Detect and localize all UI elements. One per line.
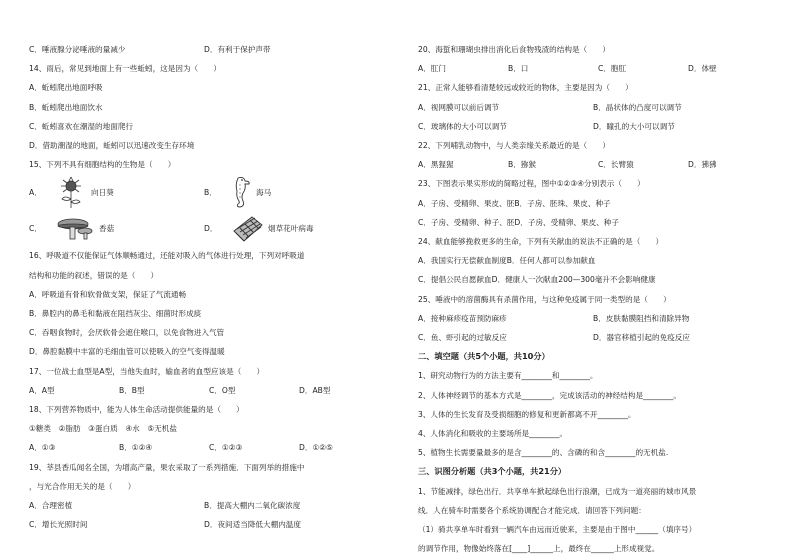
q22-option-c: C．长臂猿 [598,160,634,170]
q19-stem-2: ，与光合作用无关的是（ ） [29,481,136,491]
q15-option-d: D． 烟草花叶病毒 [204,213,379,243]
fill-blank-4: 4、人体消化和吸收的主要场所是________。 [418,429,568,439]
q21-stem: 21、正常人能够看清楚较远或较近的物体，主要是因为（ ） [418,83,633,93]
q17-stem: 17、一位战士血型是A型，当他失血时，输血者的血型应该是（ ） [29,366,265,376]
q23-stem: 23、下图表示果实形成的简略过程，图中①②③④分别表示（ ） [418,179,645,189]
q17-option-c: C．O型 [209,385,236,395]
q19-option-c: C．增长光照时间 [29,520,88,530]
q14-option-c: C．蚯蚓喜欢在潮湿的地面爬行 [29,121,134,131]
q25-option-d: D．器官移植引起的免疫反应 [593,333,690,343]
q19-option-a: A．合理密植 [29,501,73,511]
q15-option-c: C． 香菇 [29,214,204,242]
virus-label: 烟草花叶病毒 [268,223,314,233]
fill-blank-1: 1、研究动物行为的方法主要有________和________。 [418,371,598,381]
q22-stem: 22、下列哺乳动物中，与人类亲缘关系最近的是（ ） [418,141,610,151]
q20-option-d: D．体壁 [688,64,717,74]
q20-option-b: B．口 [508,64,529,74]
q22-option-d: D．狒狒 [688,160,717,170]
fill-blank-5: 5、植物生长需要量最多的是含________的、含磷的和含________的无机盐. [418,448,669,458]
q21-options-cd [418,117,778,136]
mushroom-label: 香菇 [99,223,115,233]
q16-option-c: C．吞咽食物时，会厌软骨会遮住喉口，以免食物进入气管 [29,328,225,338]
q13-option-d: D．有利于保护声带 [204,45,271,54]
q17-options [29,381,389,400]
q21-option-a: A．视网膜可以前后调节 [418,102,500,112]
q15-option-a: A． 向日葵 [29,175,204,209]
q16-option-a: A．呼吸道有骨和软骨做支架，保证了气流通畅 [29,289,187,299]
q15-picture-row-cd [29,210,389,246]
analysis-1-line-3: （1）骑共享单车时看到一辆汽车由远而近驶来，主要是由于图中______（填序号） [418,525,697,535]
q15-stem: 15、下列不具有细胞结构的生物是（ ） [29,160,176,170]
q14-option-b: B．蚯蚓爬出地面饮水 [29,102,103,112]
q25-options-ab [418,309,778,328]
q25-stem: 25、唾液中的溶菌酶具有杀菌作用，与这种免疫属于同一类型的是（ ） [418,294,671,304]
analysis-1-line-4: 的调节作用，物像始终落在[____]______上，最终在______上形成视觉。 [418,544,660,554]
q14-option-d: D．借助潮湿的地面，蚯蚓可以迅速改变生存环境 [29,141,195,151]
q17-option-d: D．AB型 [299,385,331,395]
sunflower-icon [55,175,87,209]
q25-option-b: B．皮肤黏膜阻挡和清除异物 [593,313,690,323]
q18-option-b: B．①②④ [119,443,153,453]
q14-stem: 14、雨后，常见到地面上有一些蚯蚓，这是因为（ ） [29,64,221,74]
section-figure-analysis-heading: 三、识图分析题（共3个小题，共21分） [418,466,567,477]
q18-options [29,438,389,457]
seahorse-label: 海马 [256,187,272,197]
q17-option-b: B．B型 [119,385,145,395]
left-column [29,40,389,534]
q19-option-d: D．夜间适当降低大棚内温度 [204,520,301,530]
q25-option-a: A．接种麻疹疫苗预防麻疹 [418,313,507,323]
sunflower-label: 向日葵 [91,187,114,197]
q20-options [418,59,778,78]
q19-option-b: B．提高大棚内二氧化碳浓度 [204,501,301,511]
q18-items: ①糖类 ②脂肪 ③蛋白质 ④水 ⑤无机盐 [29,424,177,434]
q15-option-b: B． 海马 [204,175,379,209]
q24-options-ab: A．我国实行无偿献血制度B．任何人都可以参加献血 [418,256,596,266]
q20-option-a: A．肛门 [418,64,446,74]
q22-options [418,155,778,174]
fill-blank-3: 3、人体的生长发育及受损细胞的修复和更新都离不开________。 [418,409,636,419]
q15-picture-row-ab [29,174,389,210]
q18-option-d: D．①②⑤ [299,443,333,453]
q25-option-c: C．鱼、虾引起的过敏反应 [418,333,507,343]
fill-blank-2: 2、人体神经调节的基本方式是________，完成该活动的神经结构是________。 [418,390,682,400]
mushroom-icon [55,214,95,242]
q18-stem: 18、下列营养物质中，能为人体生命活动提供能量的是（ ） [29,405,244,415]
q13-option-c: C．唾液腺分泌唾液的量减少 [29,45,126,54]
q23-options-ab: A．子房、受精卵、果皮、胚B．子房、胚珠、果皮、种子 [418,198,611,208]
q22-option-a: A．黑猩猩 [418,160,454,170]
q24-stem: 24、献血能够挽救更多的生命，下列有关献血的说法不正确的是（ ） [418,237,664,247]
virus-icon [230,213,264,243]
q23-options-cd: C．子房、受精卵、种子、胚D．子房、受精卵、果皮、种子 [418,217,619,227]
right-column [418,40,778,558]
q22-option-b: B．猕猴 [508,160,536,170]
analysis-1-line-1: 1、节能减排，绿色出行．共享单车掀起绿色出行浪潮，已成为一道亮丽的城市风景 [418,486,697,496]
seahorse-icon [230,175,252,209]
analysis-1-line-2: 线．人在骑车时需要各个系统协调配合才能完成．请回答下列问题： [418,505,646,515]
q14-option-a: A．蚯蚓爬出地面呼吸 [29,83,103,93]
q18-option-c: C．①②③ [209,443,243,453]
q13-options-cd [29,40,389,59]
q24-options-cd: C．提倡公民自愿献血D．健康人一次献血200—300毫升不会影响健康 [418,275,656,285]
q16-stem-2: 结构和功能的叙述，错误的是（ ） [29,270,159,280]
q19-options-cd [29,515,389,534]
q21-option-b: B．晶状体的凸度可以调节 [593,102,682,112]
q21-options-ab [418,98,778,117]
q16-stem-1: 16、呼吸道不仅能保证气体顺畅通过，还能对吸入的气体进行处理，下列对呼吸道 [29,251,305,261]
q19-options-ab [29,496,389,515]
q21-option-d: D．瞳孔的大小可以调节 [593,121,675,131]
q21-option-c: C．玻璃体的大小可以调节 [418,121,507,131]
q20-option-c: C．胞肛 [598,64,627,74]
q16-option-b: B．鼻腔内的鼻毛和黏液在阻挡灰尘、细菌时形成痰 [29,309,202,319]
q19-stem-1: 19、莘县香瓜闻名全国，为增高产量，果农采取了一系列措施．下面列举的措施中 [29,462,305,472]
section-fill-blank-heading: 二、填空题（共5个小题，共10分） [418,351,550,362]
q18-option-a: A．①③ [29,443,56,453]
q25-options-cd [418,328,778,347]
q17-option-a: A．A型 [29,385,55,395]
q16-option-d: D．鼻腔黏膜中丰富的毛细血管可以使吸入的空气变得温暖 [29,347,225,357]
q20-stem: 20、海蜇和珊瑚虫排出消化后食物残渣的结构是（ ） [418,45,610,54]
